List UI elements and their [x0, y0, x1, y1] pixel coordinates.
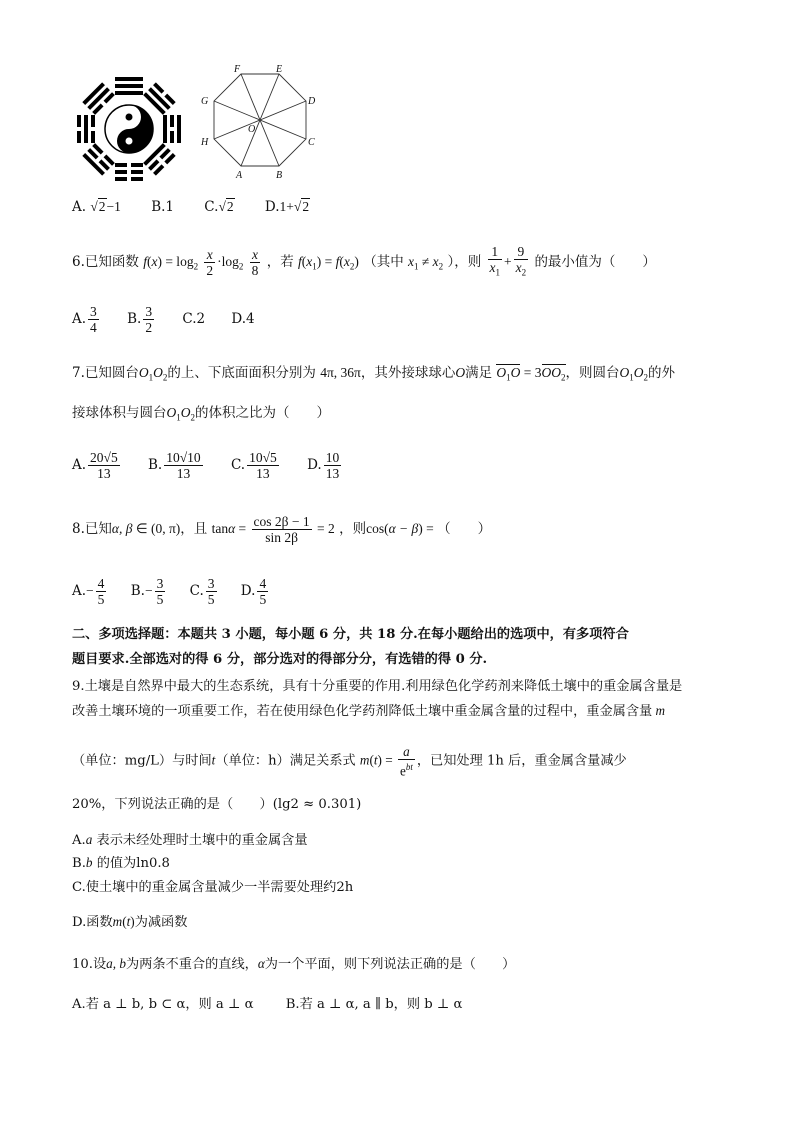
question-8: 8.已知α, β ∈ (0, π)，且 tanα = $\frac{\cos 2\beta - 1}{\sin 2\beta}$ = 2 ，则cos(α − β) = （ ）: [72, 514, 492, 545]
question-9-line-4: 20%，下列说法正确的是（ ）(lg2 ≈ 0.301): [72, 797, 362, 812]
question-9-line-3: （单位：mg/L）与时间t（单位：h）满足关系式 m(t) = $\frac{a}{e^{bt}}$ ，已知处理 1h 后，重金属含量减少: [72, 744, 627, 779]
q5-option-d: D.1+√2: [264, 199, 310, 215]
question-7-line-2: 接球体积与圆台$O_1O_2$的体积之比为（ ）: [72, 405, 330, 423]
section-2-heading-line-1: 二、多项选择题：本题共 3 小题，每小题 6 分，共 18 分.在每小题给出的选项中，有多项符合: [72, 627, 629, 642]
q6-option-c: C.2: [182, 311, 206, 327]
q9-option-a: A.a 表示未经处理时土壤中的重金属含量: [72, 832, 308, 848]
question-6: 6.已知函数 $f(x) = \log_2$ $\frac{x}{2}$ $\cdot\log_2$ $\frac{x}{8}$ ，若 $f(x_1) = f(x_2)$ （其中 $x_1 \ne x_2$ ），则 $\frac{1}{x_1}$ + $\frac{9}{x_2}$ 的最小值为（ ）: [72, 244, 656, 278]
q7-option-a: A. $\frac{20√5}{13}$: [72, 450, 118, 481]
q5-option-c: C.√2: [204, 199, 234, 215]
q9-option-b: B.b 的值为ln0.8: [72, 855, 170, 871]
bagua-yinyang-figure: [74, 74, 184, 184]
q9-option-c: C.使土壤中的重金属含量减少一半需要处理约2h: [72, 880, 354, 895]
label-A: A: [236, 170, 243, 181]
question-9-line-1: 9.土壤是自然界中最大的生态系统，具有十分重要的作用.利用绿色化学药剂来降低土壤中的重金属含量是: [72, 679, 683, 694]
q6-option-b: B. $\frac{3}{2}$: [127, 304, 153, 335]
q10-option-b: B.若 a ⊥ α, a ∥ b，则 b ⊥ α: [285, 997, 463, 1012]
q6-option-a: A. $\frac{3}{4}$: [72, 304, 97, 335]
q8-option-d: D. $\frac{4}{5}$: [240, 576, 267, 607]
q9-option-d: D.函数m(t)为减函数: [72, 914, 188, 930]
label-O: O: [248, 124, 256, 135]
question-10: 10.设a, b为两条不重合的直线，α为一个平面，则下列说法正确的是（ ）: [72, 956, 516, 972]
q8-option-b: B.− $\frac{3}{5}$: [130, 576, 164, 607]
label-B: B: [276, 170, 283, 181]
q7-option-c: C. $\frac{10√5}{13}$: [230, 450, 277, 481]
q10-options: [72, 996, 462, 1014]
label-E: E: [276, 64, 283, 75]
label-D: D: [308, 96, 316, 107]
question-9-line-2: 改善土壤环境的一项重要工作，若在使用绿色化学药剂降低土壤中重金属含量的过程中，重金属含量 m: [72, 703, 666, 719]
label-H: H: [201, 137, 209, 148]
q7-option-d: D. $\frac{10}{13}$: [307, 450, 340, 481]
label-C: C: [308, 137, 315, 148]
q5-option-b: B.1: [151, 199, 174, 215]
q8-options: [72, 576, 270, 607]
q6-option-d: D.4: [231, 311, 255, 327]
q8-option-c: C. $\frac{3}{5}$: [189, 576, 215, 607]
q7-option-b: B. $\frac{10√10}{13}$: [148, 450, 201, 481]
q5-option-a: A. √2−1: [72, 199, 121, 215]
q8-option-a: A.− $\frac{4}{5}$: [72, 576, 105, 607]
q10-option-a: A.若 a ⊥ b, b ⊂ α，则 a ⊥ α: [72, 997, 254, 1012]
q6-options: [72, 304, 255, 335]
label-G: G: [201, 96, 209, 107]
section-2-heading-line-2: 题目要求.全部选对的得 6 分，部分选对的得部分分，有选错的得 0 分.: [72, 652, 488, 667]
q7-options: [72, 450, 343, 481]
octagon-figure: [196, 62, 324, 186]
label-F: F: [234, 64, 241, 75]
question-7-line-1: 7.已知圆台$O_1O_2$的上、下底面面积分别为 4π, 36π，其外接球球心O满足 $O_1O = 3OO_2$，则圆台$O_1O_2$的外: [72, 365, 675, 383]
q5-options: [72, 198, 310, 216]
